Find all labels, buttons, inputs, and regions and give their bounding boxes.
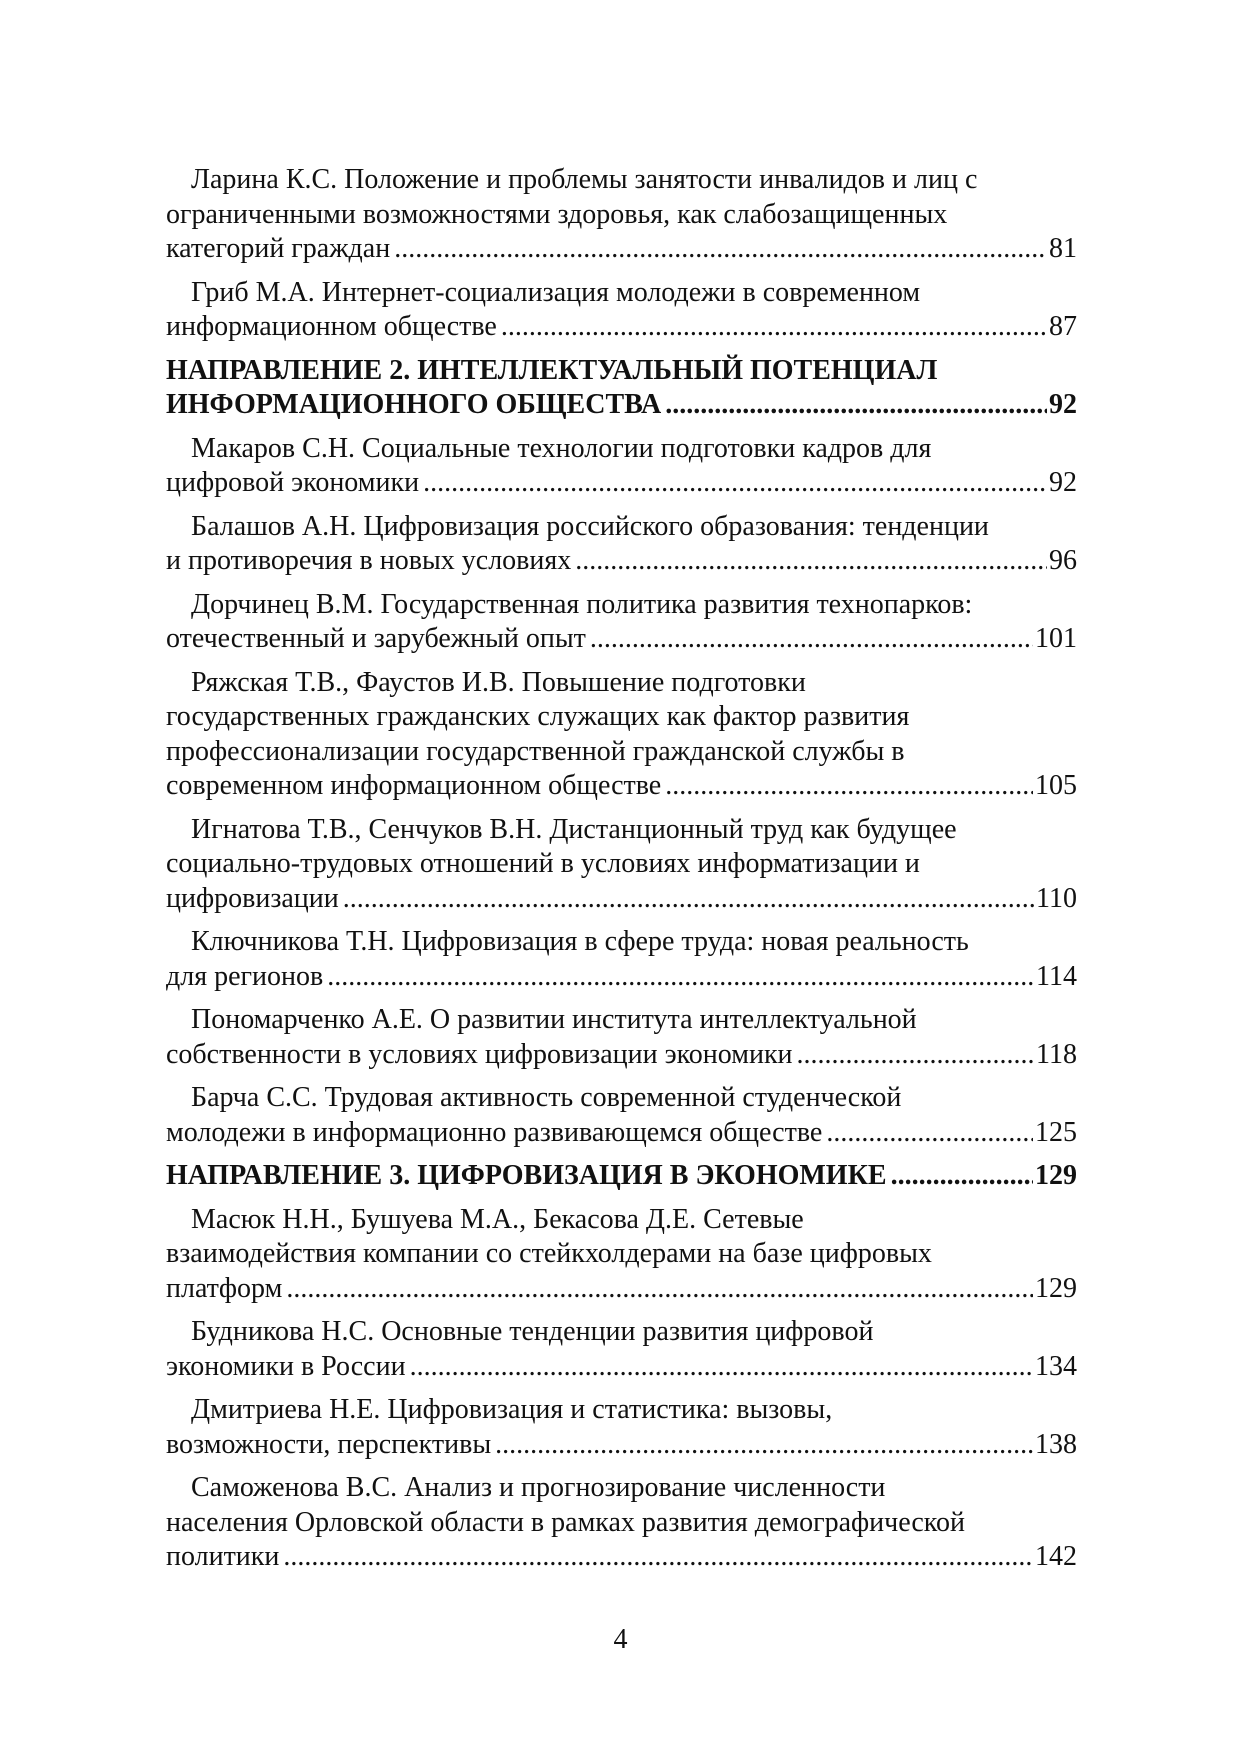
toc-entry-title-end: ИНФОРМАЦИОННОГО ОБЩЕСТВА — [166, 389, 662, 420]
toc-entry-last-line — [166, 1540, 1077, 1575]
toc-entry-line: Саможенова В.С. Анализ и прогнозирование численности — [191, 1472, 886, 1503]
toc-entry-last-line — [166, 310, 1077, 345]
dot-leader — [797, 1038, 1034, 1073]
toc-entry-last-line — [166, 232, 1077, 267]
toc-page-number: 129 — [1035, 1272, 1077, 1304]
toc-entry-line: ограниченными возможностями здоровья, как слабозащищенных — [166, 198, 948, 230]
toc-entry — [166, 1393, 1077, 1462]
toc-entry-title-end: информационном обществе — [166, 311, 497, 342]
toc-entry-line: Дорчинец В.М. Государственная политика развития технопарков: — [191, 588, 973, 620]
dot-leader — [891, 1159, 1033, 1194]
toc-entry-title-end: собственности в условиях цифровизации экономики — [166, 1038, 793, 1070]
toc-entry-last-line — [166, 466, 1077, 501]
toc-entry-last-line — [166, 1038, 1077, 1073]
toc-entry-last-line — [166, 622, 1077, 657]
toc-entry-line: Игнатова Т.В., Сенчуков В.Н. Дистанционный труд как будущее — [191, 813, 957, 845]
toc-entry-title-end: НАПРАВЛЕНИЕ 3. ЦИФРОВИЗАЦИЯ В ЭКОНОМИКЕ — [166, 1160, 887, 1191]
toc-entry-title-end: современном информационном обществе — [166, 770, 662, 801]
toc-entry-title-end: и противоречия в новых условиях — [166, 545, 572, 576]
toc-entry-last-line — [166, 388, 1077, 423]
toc-entry — [166, 666, 1077, 804]
dot-leader — [343, 882, 1034, 917]
table-of-contents — [166, 163, 1077, 1584]
toc-entry-title-end: цифровизации — [166, 882, 339, 914]
dot-leader — [327, 960, 1034, 995]
toc-entry-title-end: цифровой экономики — [166, 467, 420, 498]
toc-entry-line: НАПРАВЛЕНИЕ 2. ИНТЕЛЛЕКТУАЛЬНЫЙ ПОТЕНЦИАЛ — [166, 354, 938, 386]
dot-leader — [501, 310, 1047, 345]
toc-entry-line: Будникова Н.С. Основные тенденции развития цифровой — [191, 1316, 874, 1347]
dot-leader — [423, 466, 1047, 501]
dot-leader — [575, 544, 1047, 579]
toc-entry-last-line — [166, 1116, 1077, 1151]
toc-entry-title-end: категорий граждан — [166, 233, 391, 264]
toc-page-number: 118 — [1036, 1038, 1077, 1070]
dot-leader — [665, 388, 1047, 423]
toc-entry-title-end: экономики в России — [166, 1350, 406, 1382]
toc-entry-line: Ключникова Т.Н. Цифровизация в сфере труда: новая реальность — [191, 926, 969, 957]
dot-leader — [495, 1428, 1033, 1463]
toc-entry-title-end: платформ — [166, 1272, 283, 1304]
toc-page-number: 142 — [1035, 1541, 1077, 1572]
toc-entry — [166, 1203, 1077, 1307]
toc-entry-line: Масюк Н.Н., Бушуева М.А., Бекасова Д.Е. Сетевые — [191, 1203, 804, 1235]
toc-entry-line: Барча С.С. Трудовая активность современной студенческой — [191, 1082, 902, 1113]
toc-entry-last-line — [166, 960, 1077, 995]
toc-page-number: 110 — [1036, 882, 1077, 914]
toc-entry-line: Дмитриева Н.Е. Цифровизация и статистика: вызовы, — [191, 1394, 833, 1425]
toc-entry-last-line — [166, 1272, 1077, 1307]
toc-entry-line: Ряжская Т.В., Фаустов И.В. Повышение подготовки — [191, 666, 806, 698]
toc-entry-line: Гриб М.А. Интернет-социализация молодежи в современном — [191, 276, 921, 308]
dot-leader — [826, 1116, 1033, 1151]
dot-leader — [283, 1540, 1033, 1575]
dot-leader — [410, 1350, 1033, 1385]
toc-entry-line: Макаров С.Н. Социальные технологии подготовки кадров для — [191, 432, 932, 464]
toc-page-number: 96 — [1049, 545, 1077, 576]
toc-entry-line: Балашов А.Н. Цифровизация российского образования: тенденции — [191, 510, 989, 542]
toc-page-number: 138 — [1035, 1428, 1077, 1460]
toc-entry-line: Ларина К.С. Положение и проблемы занятости инвалидов и лиц с — [191, 164, 978, 195]
toc-entry-title-end: политики — [166, 1541, 280, 1572]
toc-page-number: 114 — [1036, 960, 1077, 992]
toc-entry — [166, 1471, 1077, 1575]
toc-entry-last-line — [166, 1428, 1077, 1463]
toc-entry-title-end: для регионов — [166, 960, 324, 992]
dot-leader — [286, 1272, 1033, 1307]
toc-entry-line: населения Орловской области в рамках развития демографической — [166, 1506, 965, 1538]
toc-entry-line: социально-трудовых отношений в условиях информатизации и — [166, 848, 920, 879]
toc-page-number: 87 — [1049, 311, 1077, 342]
toc-entry — [166, 1081, 1077, 1150]
toc-entry-line: Пономарченко А.Е. О развитии института интеллектуальной — [191, 1004, 917, 1035]
toc-entry-last-line — [166, 1159, 1077, 1194]
toc-page-number: 101 — [1035, 623, 1077, 654]
toc-entry-last-line — [166, 544, 1077, 579]
toc-entry-last-line — [166, 882, 1077, 917]
toc-page-number: 81 — [1049, 233, 1077, 264]
toc-entry-title-end: молодежи в информационно развивающемся обществе — [166, 1116, 823, 1148]
dot-leader — [394, 232, 1047, 267]
toc-page-number: 92 — [1049, 389, 1077, 420]
toc-entry-line: профессионализации государственной гражданской службы в — [166, 735, 905, 767]
toc-section-heading — [166, 354, 1077, 423]
toc-entry — [166, 276, 1077, 345]
toc-entry — [166, 510, 1077, 579]
toc-entry-title-end: отечественный и зарубежный опыт — [166, 623, 586, 654]
toc-page-number: 125 — [1035, 1116, 1077, 1148]
toc-entry-last-line — [166, 1350, 1077, 1385]
toc-entry — [166, 1315, 1077, 1384]
toc-entry — [166, 163, 1077, 267]
footer-page-number: 4 — [613, 1624, 628, 1655]
toc-entry-line: взаимодействия компании со стейкхолдерами на базе цифровых — [166, 1238, 932, 1269]
toc-page-number: 105 — [1035, 770, 1077, 801]
dot-leader — [665, 769, 1033, 804]
toc-entry — [166, 1003, 1077, 1072]
toc-page-number: 134 — [1035, 1350, 1077, 1382]
toc-page-number: 129 — [1035, 1160, 1077, 1191]
dot-leader — [590, 622, 1033, 657]
toc-entry-line: государственных гражданских служащих как фактор развития — [166, 701, 910, 732]
toc-entry — [166, 432, 1077, 501]
toc-entry — [166, 925, 1077, 994]
toc-section-heading — [166, 1159, 1077, 1194]
toc-entry-title-end: возможности, перспективы — [166, 1428, 492, 1460]
toc-page-number: 92 — [1049, 467, 1077, 498]
toc-entry-last-line — [166, 769, 1077, 804]
toc-entry — [166, 813, 1077, 917]
toc-entry — [166, 588, 1077, 657]
